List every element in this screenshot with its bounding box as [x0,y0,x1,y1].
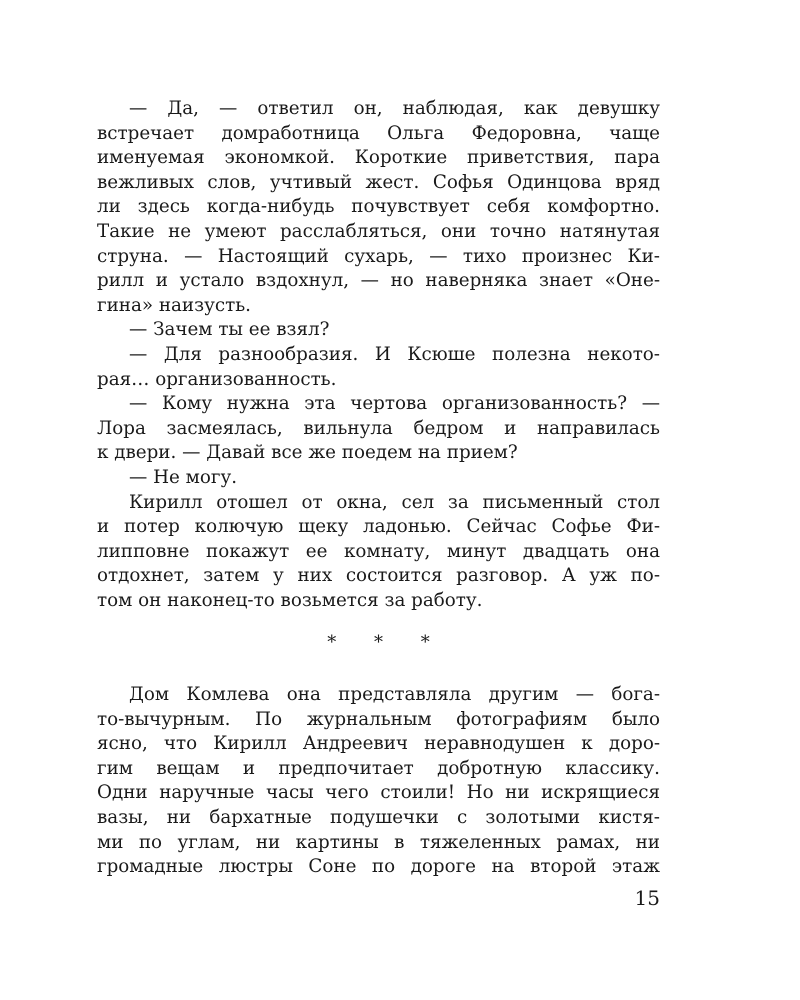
text-line: — Для разнообразия. И Ксюше полезна некото- [129,343,660,365]
text-line: — Да, — ответил он, наблюдая, как девушку [129,98,660,119]
text-line: рилл и устало вздохнул, — но наверняка знает «Оне- [97,270,660,292]
text-line: встречает домработница Ольга Федоровна, чаще [97,122,660,144]
text-line: — Кому нужна эта чертова организованность? — [129,393,660,415]
text-line: к двери. — Давай все же поедем на прием? [97,442,518,464]
text-line: именуемая экономкой. Короткие приветствия, пара [97,147,660,169]
text-line: Одни наручные часы чего стоили! Но ни искрящиеся [97,782,660,804]
text-line: липповне покажут ее комнату, минут двадцать она [97,540,660,562]
text-line: громадные люстры Соне по дороге на второй этаж [97,856,660,878]
text-line: — Не могу. [129,466,238,488]
text-line: ми по углам, ни картины в тяжеленных рамах, ни [97,831,660,853]
text-line: и потер колючую щеку ладонью. Сейчас Софье Фи- [97,516,660,538]
text-line: струна. — Настоящий сухарь, — тихо произнес Ки- [97,245,660,267]
text-line: отдохнет, затем у них состоится разговор. А уж по- [97,565,660,587]
text-line: — Зачем ты ее взял? [129,319,330,341]
text-line: рая… организованность. [97,368,337,390]
section-separator: * * * [327,632,446,653]
text-line: гина» наизусть. [97,294,251,316]
text-line: вазы, ни бархатные подушечки с золотыми кистя- [97,806,660,828]
text-line: том он наконец-то возьмется за работу. [97,589,483,611]
text-line: ясно, что Кирилл Андреевич неравнодушен к доро- [97,733,660,755]
text-line: ли здесь когда-нибудь почувствует себя комфортно. [97,196,660,218]
text-block-1 [97,97,660,613]
text-line: вежливых слов, учтивый жест. Софья Одинцова вряд [97,171,660,193]
text-line: Такие не умеют расслабляться, они точно натянутая [97,220,660,242]
text-line: Лора засмеялась, вильнула бедром и направилась [97,417,660,439]
page-number: 15 [634,886,660,910]
text-line: гим вещам и предпочитает добротную классику. [97,757,660,779]
text-block-2 [97,683,660,880]
text-line: то-вычурным. По журнальным фотографиям было [97,708,660,730]
text-line: Кирилл отошел от окна, сел за письменный стол [129,491,660,513]
text-line: Дом Комлева она представляла другим — бога- [129,684,660,705]
